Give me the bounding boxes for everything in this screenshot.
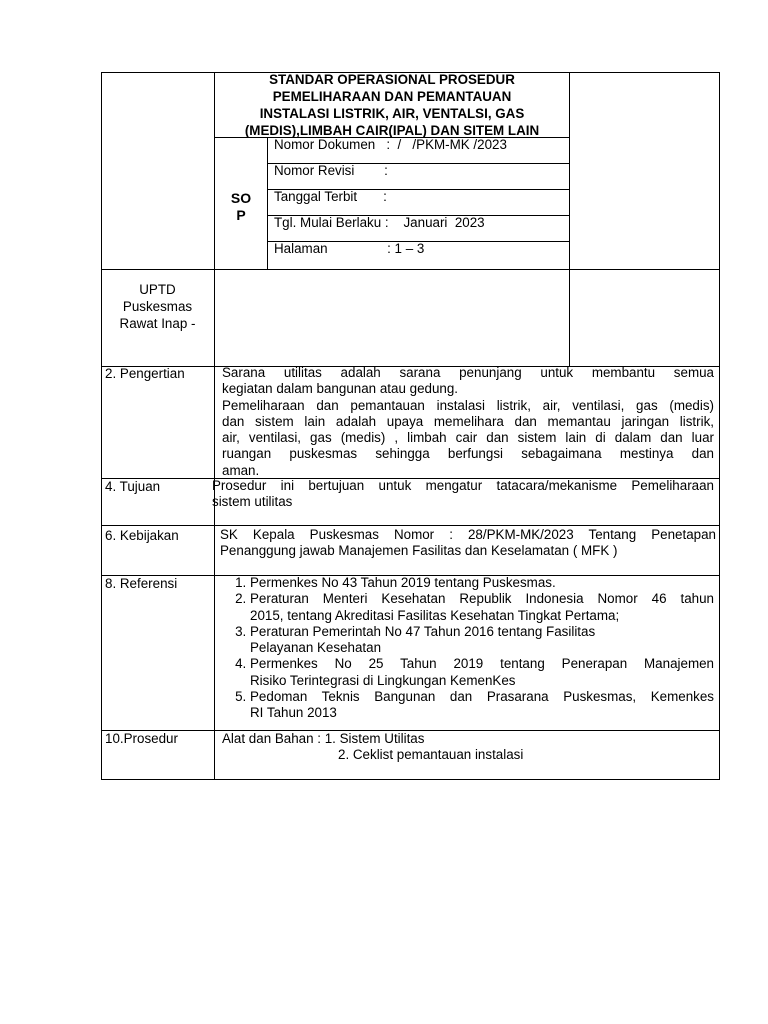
list-item: 1. Permenkes No 43 Tahun 2019 tentang Puskesmas. (250, 575, 714, 591)
list-item: 4. Permenkes No 25 Tahun 2019 tentang Penerapan Manajemen Risiko Terintegrasi di Lingkungan KemenKes (250, 656, 714, 689)
text-line: SK Kepala Puskesmas Nomor : 28/PKM-MK/2023 Tentang Penetapan (220, 527, 716, 542)
tanggal-terbit: Tanggal Terbit : (274, 189, 387, 204)
text-line: Sarana utilitas adalah sarana penunjang untuk membantu semua (222, 365, 714, 380)
tgl-mulai-berlaku: Tgl. Mulai Berlaku : Januari 2023 (274, 215, 485, 230)
unit-name: UPTD Puskesmas Rawat Inap - (119, 282, 196, 331)
title-line: PEMELIHARAAN DAN PEMANTAUAN (272, 89, 512, 104)
list-item: 5. Pedoman Teknis Bangunan dan Prasarana Puskesmas, Kemenkes RI Tahun 2013 (250, 689, 714, 722)
prosedur-line-1: Alat dan Bahan : 1. Sistem Utilitas (222, 731, 425, 746)
pengertian-text (222, 365, 714, 479)
text-line: aman. (222, 462, 260, 478)
prosedur-label: 10.Prosedur (105, 731, 178, 746)
text-line: air, ventilasi, gas (medis) , limbah cair dan sistem lain di dalam dan luar (222, 430, 714, 446)
title-line: (MEDIS),LIMBAH CAIR(IPAL) DAN SITEM LAIN (244, 123, 540, 138)
referensi-list-wrap (214, 575, 714, 722)
tujuan-label: 4. Tujuan (105, 479, 161, 494)
document-title (214, 71, 570, 139)
sop-label: SO P (230, 190, 252, 223)
list-item: 3. Peraturan Pemerintah No 47 Tahun 2016 tentang Fasilitas Pelayanan Kesehatan (250, 624, 714, 657)
text-line: Pemeliharaan dan pemantauan instalasi listrik, air, ventilasi, gas (medis) (222, 397, 714, 413)
title-line: STANDAR OPERASIONAL PROSEDUR (269, 72, 515, 87)
pengertian-label: 2. Pengertian (105, 366, 185, 381)
kebijakan-text (220, 527, 716, 560)
text-line: ruangan puskesmas sehingga berfungsi sebagaimana mestinya dan (222, 446, 714, 462)
text-line: Penanggung jawab Manajemen Fasilitas dan Keselamatan ( MFK ) (220, 543, 618, 559)
referensi-list (214, 575, 714, 722)
title-line: INSTALASI LISTRIK, AIR, VENTALSI, GAS (259, 106, 525, 121)
nomor-dokumen: Nomor Dokumen : / /PKM-MK /2023 (274, 137, 507, 152)
text-line: kegiatan dalam bangunan atau gedung. (222, 381, 459, 397)
text-line: dan sistem lain adalah upaya memelihara dan memantau jaringan listrik, (222, 413, 714, 429)
prosedur-line-2: 2. Ceklist pemantauan instalasi (338, 747, 524, 762)
kebijakan-label: 6. Kebijakan (105, 528, 179, 543)
text-line: sistem utilitas (212, 494, 293, 510)
list-item: 2. Peraturan Menteri Kesehatan Republik Indonesia Nomor 46 tahun 2015, tentang Akreditasi Fasilitas Kesehatan Tingkat Pertama; (250, 591, 714, 624)
tujuan-text (212, 478, 714, 511)
referensi-label: 8. Referensi (105, 576, 178, 591)
text-line: Prosedur ini bertujuan untuk mengatur tatacara/mekanisme Pemeliharaan (212, 478, 714, 493)
halaman: Halaman : 1 – 3 (274, 241, 425, 256)
nomor-revisi: Nomor Revisi : (274, 163, 388, 178)
